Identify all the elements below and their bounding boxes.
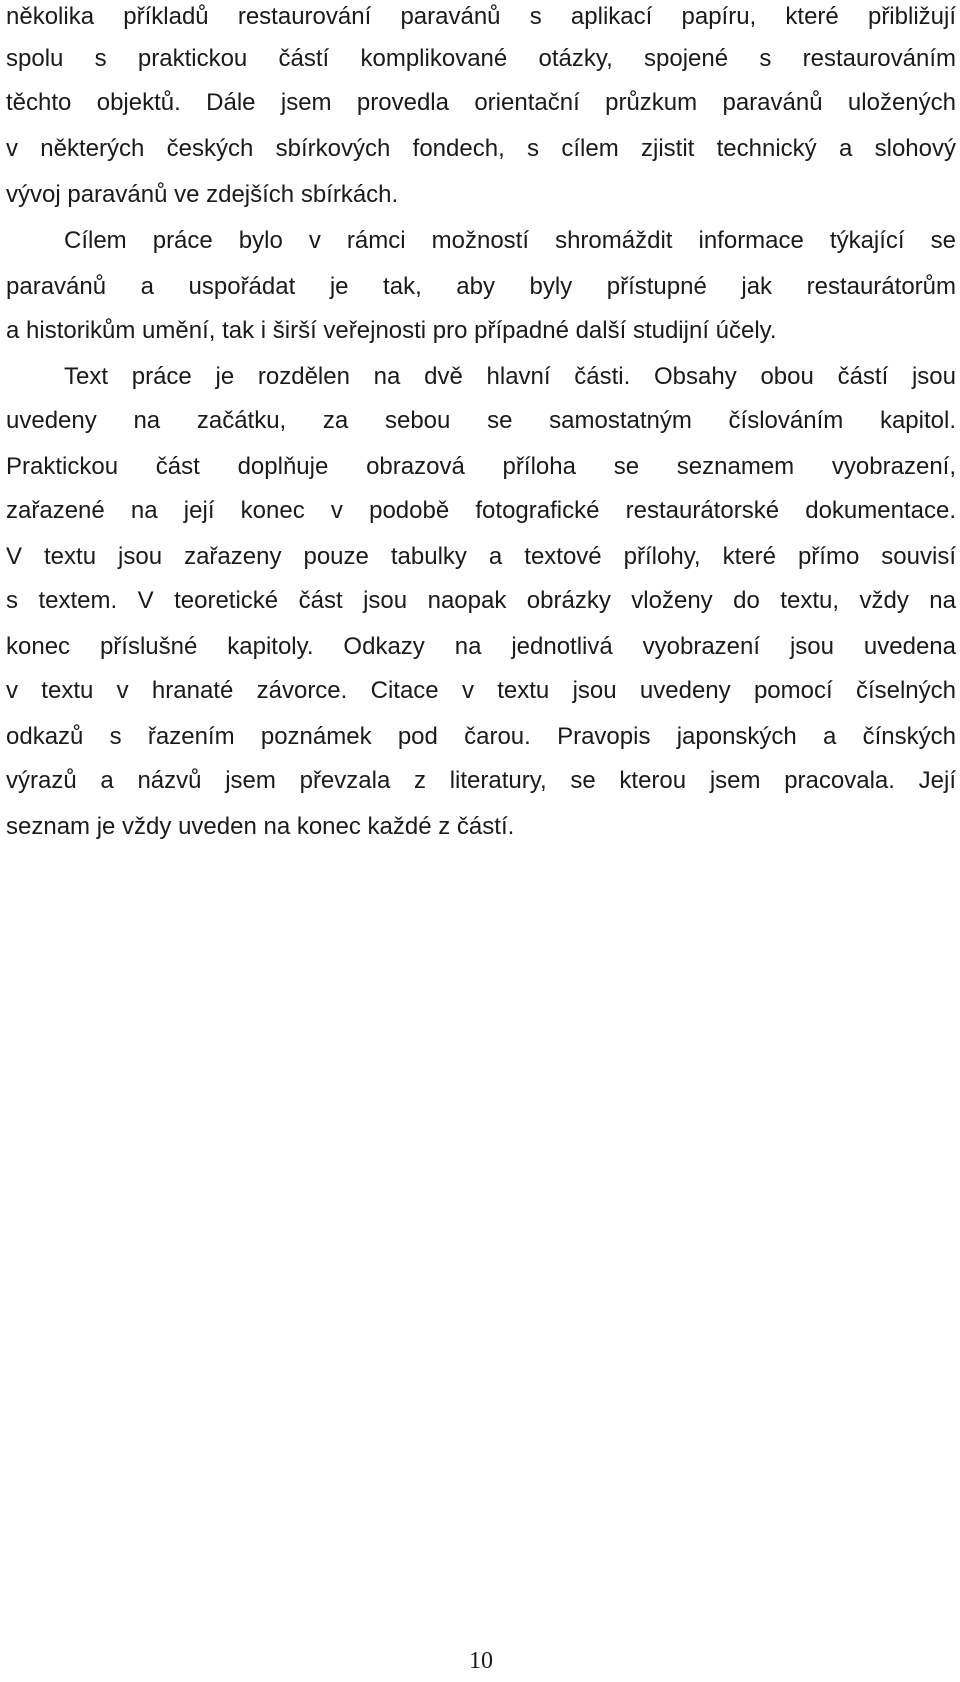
text-line: s textem. V teoretické část jsou naopak obrázky vloženy do textu, vždy na xyxy=(6,587,956,614)
text-line: Praktickou část doplňuje obrazová příloha se seznamem vyobrazení, xyxy=(6,453,956,480)
text-line: v textu v hranaté závorce. Citace v textu jsou uvedeny pomocí číselných xyxy=(6,677,956,704)
text-line: několika příkladů restaurování paravánů s aplikací papíru, které přibližují xyxy=(6,3,956,30)
text-line: a historikům umění, tak i širší veřejnosti pro případné další studijní účely. xyxy=(6,317,777,344)
text-line: zařazené na její konec v podobě fotografické restaurátorské dokumentace. xyxy=(6,497,956,524)
paragraph-first-line: Cílem práce bylo v rámci možností shromáždit informace týkající se xyxy=(64,227,956,254)
text-line: konec příslušné kapitoly. Odkazy na jednotlivá vyobrazení jsou uvedena xyxy=(6,633,956,660)
text-line: uvedeny na začátku, za sebou se samostatným číslováním kapitol. xyxy=(6,407,956,434)
text-line: výrazů a názvů jsem převzala z literatury, se kterou jsem pracovala. Její xyxy=(6,767,956,794)
text-line: seznam je vždy uveden na konec každé z částí. xyxy=(6,813,515,840)
text-line: odkazů s řazením poznámek pod čarou. Pravopis japonských a čínských xyxy=(6,723,956,750)
document-page xyxy=(6,0,956,1682)
text-line: paravánů a uspořádat je tak, aby byly přístupné jak restaurátorům xyxy=(6,273,956,300)
text-line: vývoj paravánů ve zdejších sbírkách. xyxy=(6,181,399,208)
text-line: V textu jsou zařazeny pouze tabulky a textové přílohy, které přímo souvisí xyxy=(6,543,956,570)
text-line: těchto objektů. Dále jsem provedla orientační průzkum paravánů uložených xyxy=(6,89,956,116)
page-number: 10 xyxy=(469,1648,493,1674)
text-line: spolu s praktickou částí komplikované otázky, spojené s restaurováním xyxy=(6,45,956,72)
text-line: v některých českých sbírkových fondech, s cílem zjistit technický a slohový xyxy=(6,135,956,162)
paragraph-first-line: Text práce je rozdělen na dvě hlavní části. Obsahy obou částí jsou xyxy=(64,363,956,390)
